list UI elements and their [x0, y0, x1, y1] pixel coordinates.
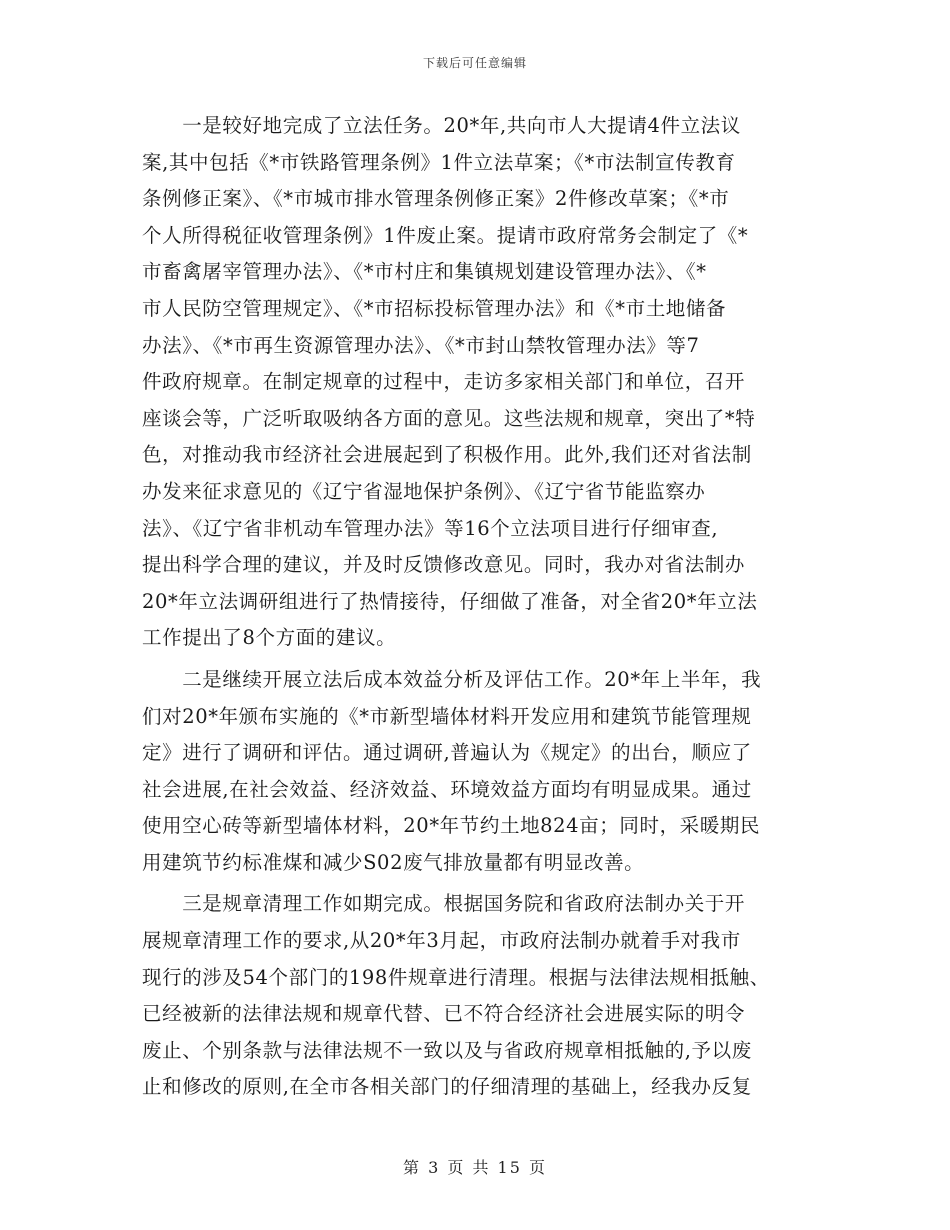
paragraph-regulation-cleanup: [142, 886, 812, 1106]
text-line: 废止、个别条款与法律法规不一致以及与省政府规章相抵触的,予以废: [142, 1038, 752, 1062]
text-line: 止和修改的原则,在全市各相关部门的仔细清理的基础上，经我办反复: [142, 1075, 752, 1099]
text-line: 20*年立法调研组进行了热情接待，仔细做了准备，对全省20*年立法: [142, 589, 758, 613]
text-line: 市人民防空管理规定》、《*市招标投标管理办法》和《*市土地储备: [142, 296, 727, 320]
text-line: 工作提出了8个方面的建议。: [142, 626, 397, 650]
paragraph-legislation: [142, 108, 812, 657]
text-line: 二是继续开展立法后成本效益分析及评估工作。20*年上半年，我: [142, 667, 762, 691]
text-line: 条例修正案》、《*市城市排水管理条例修正案》2件修改草案；《*市: [142, 187, 730, 211]
text-line: 们对20*年颁布实施的《*市新型墙体材料开发应用和建筑节能管理规: [142, 704, 752, 728]
text-line: 社会进展,在社会效益、经济效益、环境效益方面均有明显成果。通过: [142, 777, 752, 801]
text-line: 办法》、《*市再生资源管理办法》、《*市封山禁牧管理办法》等7: [142, 333, 700, 357]
paragraph-cost-benefit: [142, 662, 812, 882]
text-line: 用建筑节约标准煤和减少S02废气排放量都有明显改善。: [142, 850, 645, 874]
text-line: 法》、《辽宁省非机动车管理办法》等16个立法项目进行仔细审查,: [142, 516, 719, 540]
text-line: 座谈会等，广泛听取吸纳各方面的意见。这些法规和规章，突出了*特: [142, 406, 756, 430]
text-line: 三是规章清理工作如期完成。根据国务院和省政府法制办关于开: [142, 892, 746, 916]
text-line: 使用空心砖等新型墙体材料，20*年节约土地824亩；同时，采暖期民: [142, 814, 761, 838]
text-line: 现行的涉及54个部门的198件规章进行清理。根据与法律法规相抵触、: [142, 965, 770, 989]
text-line: 市畜禽屠宰管理办法》、《*市村庄和集镇规划建设管理办法》、《*: [142, 260, 707, 284]
text-line: 办发来征求意见的《辽宁省湿地保护条例》、《辽宁省节能监察办: [142, 479, 706, 503]
text-line: 展规章清理工作的要求,从20*年3月起，市政府法制办就着手对我市: [142, 929, 741, 953]
page-number-footer: 第 3 页 共 15 页: [403, 1158, 547, 1177]
text-line: 案,其中包括《*市铁路管理条例》1件立法草案；《*市法制宣传教育: [142, 150, 736, 174]
text-line: 件政府规章。在制定规章的过程中，走访多家相关部门和单位，召开: [142, 370, 746, 394]
text-line: 提出科学合理的建议，并及时反馈修改意见。同时，我办对省法制办: [142, 553, 746, 577]
text-line: 已经被新的法律法规和规章代替、已不符合经济社会进展实际的明令: [142, 1002, 746, 1026]
text-line: 色，对推动我市经济社会进展起到了积极作用。此外,我们还对省法制: [142, 443, 752, 467]
text-line: 个人所得税征收管理条例》1件废止案。提请市政府常务会制定了《*: [142, 223, 749, 247]
text-line: 定》进行了调研和评估。通过调研,普遍认为《规定》的出台，顺应了: [142, 741, 752, 765]
text-line: 一是较好地完成了立法任务。20*年,共向市人大提请4件立法议: [142, 114, 741, 137]
body-text: [142, 108, 812, 1106]
page-header: 下载后可任意编辑: [422, 56, 527, 70]
